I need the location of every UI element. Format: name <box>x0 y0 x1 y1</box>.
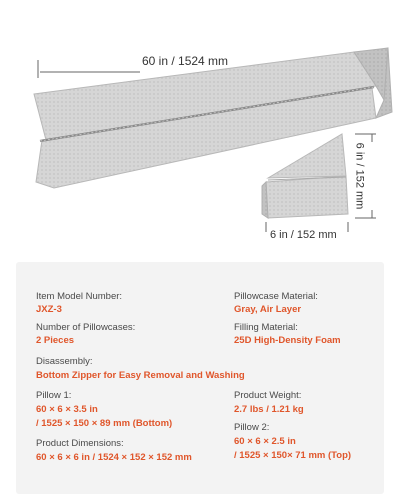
product-weight-label: Product Weight: <box>234 390 302 401</box>
product-dimensions-value: 60 × 6 × 6 in / 1524 × 152 × 152 mm <box>36 452 192 463</box>
item-model-label: Item Model Number: <box>36 291 123 302</box>
pillow2-line2: / 1525 × 150× 71 mm (Top) <box>234 450 352 461</box>
filling-material-label: Filling Material: <box>234 322 298 333</box>
cross-section-pillow <box>262 134 348 218</box>
specifications-card <box>16 262 384 494</box>
product-weight-value: 2.7 lbs / 1.21 kg <box>234 404 304 415</box>
disassembly-value: Bottom Zipper for Easy Removal and Washing <box>36 370 245 381</box>
num-pillowcases-value: 2 Pieces <box>36 335 75 346</box>
num-pillowcases-label: Number of Pillowcases: <box>36 322 136 333</box>
disassembly-label: Disassembly: <box>36 356 93 367</box>
height-dimension-label: 6 in / 152 mm <box>353 142 366 210</box>
width-dimension-label: 6 in / 152 mm <box>270 229 337 241</box>
product-dimensions-label: Product Dimensions: <box>36 438 124 449</box>
pillow2-label: Pillow 2: <box>234 422 270 433</box>
length-dimension-label: 60 in / 1524 mm <box>142 54 229 68</box>
pillow1-line1: 60 × 6 × 3.5 in <box>36 404 98 415</box>
pillow1-label: Pillow 1: <box>36 390 72 401</box>
pillowcase-material-label: Pillowcase Material: <box>234 291 318 302</box>
pillowcase-material-value: Gray, Air Layer <box>234 304 302 315</box>
filling-material-value: 25D High-Density Foam <box>234 335 341 346</box>
pillow1-line2: / 1525 × 150 × 89 mm (Bottom) <box>36 418 173 429</box>
pillow2-line1: 60 × 6 × 2.5 in <box>234 436 296 447</box>
item-model-value: JXZ-3 <box>36 304 62 315</box>
